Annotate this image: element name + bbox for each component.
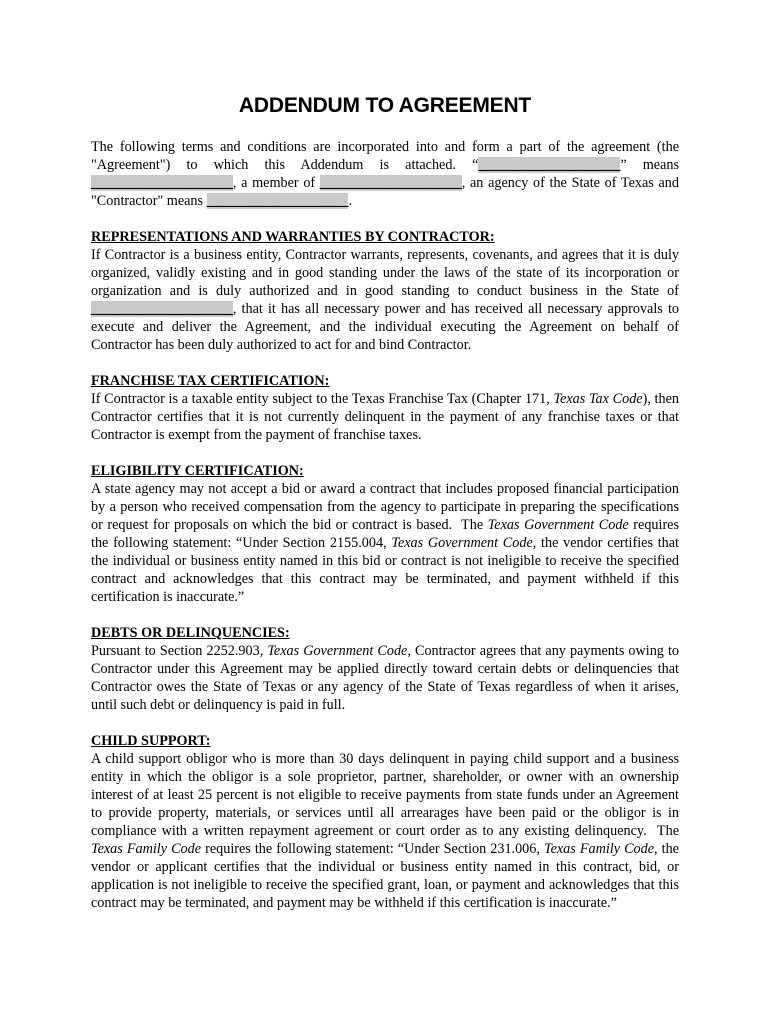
state-field[interactable]: ____________________ xyxy=(91,301,233,317)
debts-section xyxy=(91,624,679,714)
debts-heading: DEBTS OR DELINQUENCIES: xyxy=(91,625,290,641)
franchise-paragraph xyxy=(91,390,679,444)
system-name-field[interactable]: ____________________ xyxy=(319,175,462,191)
eligibility-text-2: requires the following statement: “Under Section 2155.004, xyxy=(91,517,680,551)
eligibility-paragraph xyxy=(91,480,679,606)
child-support-heading: CHILD SUPPORT: xyxy=(91,733,211,749)
eligibility-italic-2: Texas Government Code xyxy=(391,535,533,551)
representations-text-1: If Contractor is a business entity, Contractor warrants, represents, covenants, and agrees that it is duly organized, validly existing and in good standing under the laws of the state of its incorporation or organization and is duly authorized and in good standing to conduct business in the State of xyxy=(91,247,679,299)
debts-text-1: Pursuant to Section 2252.903, xyxy=(91,643,268,659)
franchise-heading: FRANCHISE TAX CERTIFICATION: xyxy=(91,373,330,389)
eligibility-italic-1: Texas Government Code xyxy=(487,517,629,533)
franchise-section xyxy=(91,372,679,444)
franchise-text-2: ), then Contractor certifies that it is not currently delinquent in the payment of any franchise taxes or that Contractor is exempt from the payment of franchise taxes. xyxy=(91,391,679,443)
debts-text-2: , Contractor agrees that any payments owing to Contractor under this Agreement may be applied directly toward certain debts or delinquencies that Contractor owes the State of Texas or any agency of the State of Texas regardless of when it arises, until such debt or delinquency is paid in full. xyxy=(91,643,680,713)
franchise-italic-1: Texas Tax Code xyxy=(553,391,643,407)
agency-name-field[interactable]: ____________________ xyxy=(478,157,621,173)
child-support-italic-1: Texas Family Code xyxy=(91,841,202,857)
intro-text-4: , an agency of the State of Texas and "Contractor" means xyxy=(91,175,679,209)
eligibility-section xyxy=(91,462,679,606)
contractor-name-field[interactable]: ____________________ xyxy=(206,193,349,209)
member-name-field[interactable]: ____________________ xyxy=(91,175,233,191)
representations-heading: REPRESENTATIONS AND WARRANTIES BY CONTRACTOR: xyxy=(91,229,495,245)
document-title: ADDENDUM TO AGREEMENT xyxy=(238,94,532,117)
child-support-section xyxy=(91,732,679,912)
representations-paragraph xyxy=(91,246,679,354)
child-support-text-1: A child support obligor who is more than 30 days delinquent in paying child support and a business entity in which the obligor is a sole proprietor, partner, shareholder, or owner with an ownership interest of at least 25 percent is not eligible to receive payments from state funds under an Agreement to provide property, materials, or services until all arrearages have been paid or the obligor is in compliance with a written repayment agreement or court order as to any existing delinquency. The xyxy=(91,751,679,839)
debts-italic-1: Texas Government Code xyxy=(267,643,408,659)
intro-text-1: The following terms and conditions are incorporated into and form a part of the agreement (the "Agreement") to which this Addendum is attached. “ xyxy=(91,139,679,173)
intro-text-2: ” means xyxy=(620,157,680,173)
debts-paragraph xyxy=(91,642,679,714)
intro-text-5: . xyxy=(348,193,353,209)
franchise-text-1: If Contractor is a taxable entity subject to the Texas Franchise Tax (Chapter 171, xyxy=(91,391,554,407)
representations-text-2: , that it has all necessary power and has received all necessary approvals to execute and deliver the Agreement, and the individual executing the Agreement on behalf of Contractor has been duly authorized to act for and bind Contractor. xyxy=(91,301,679,353)
child-support-paragraph xyxy=(91,750,679,912)
eligibility-text-3: , the vendor certifies that the individual or business entity named in this bid or contract is not ineligible to receive the specified contract and acknowledges that this contract may be terminated, and payment withheld if this certification is inaccurate.” xyxy=(91,535,679,605)
intro-paragraph xyxy=(91,138,679,210)
document-body xyxy=(91,138,679,912)
child-support-text-2: requires the following statement: “Under Section 231.006, xyxy=(201,841,544,857)
child-support-italic-2: Texas Family Code xyxy=(543,841,655,857)
child-support-text-3: , the vendor or applicant certifies that the individual or business entity named in this contract, bid, or application is not ineligible to receive the specified grant, loan, or payment and acknowledges that this contract may be terminated, and payment may be withheld if this certification is inaccurate.” xyxy=(91,841,679,911)
eligibility-text-1: A state agency may not accept a bid or award a contract that includes proposed financial participation by a person who received compensation from the agency to participate in preparing the specifications or request for proposals on which the bid or contract is based. The xyxy=(91,481,679,533)
representations-section xyxy=(91,228,679,354)
intro-text-3: , a member of xyxy=(232,175,320,191)
eligibility-heading: ELIGIBILITY CERTIFICATION: xyxy=(91,463,304,479)
